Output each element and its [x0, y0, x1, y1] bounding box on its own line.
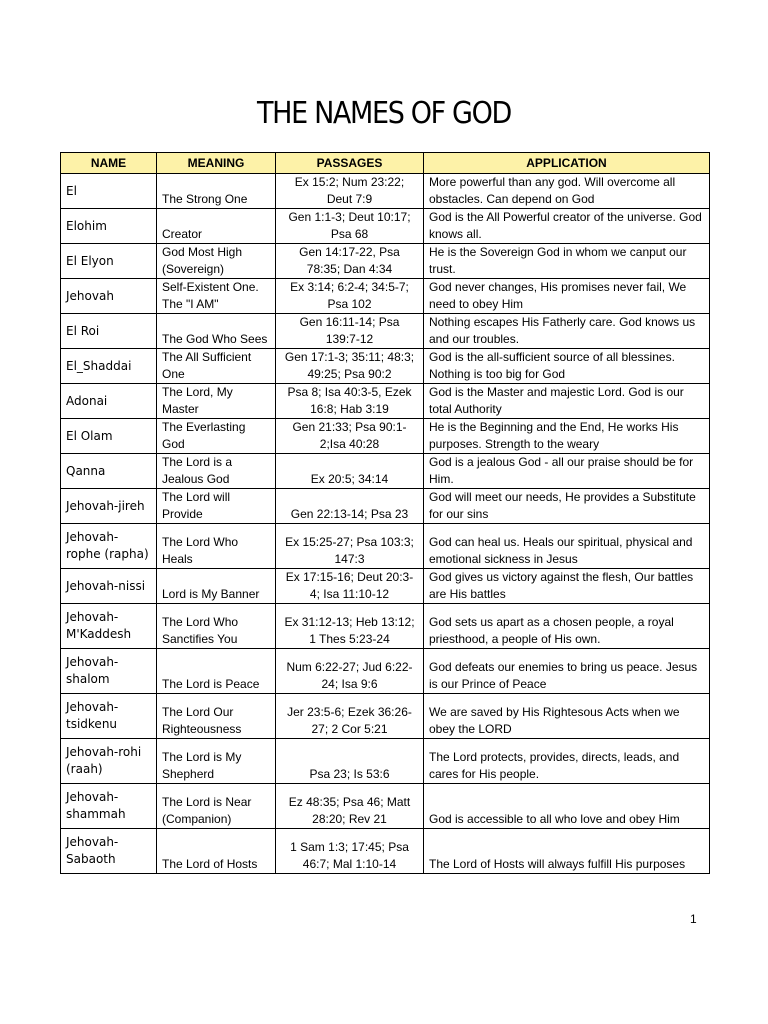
- meaning-cell: Creator: [157, 209, 276, 244]
- header-application: APPLICATION: [424, 153, 710, 174]
- application-cell: God is the All Powerful creator of the universe. God knows all.: [424, 209, 710, 244]
- passages-cell: 1 Sam 1:3; 17:45; Psa 46:7; Mal 1:10-14: [276, 829, 424, 874]
- name-cell: El Elyon: [61, 244, 157, 279]
- meaning-cell: The Lord Who Heals: [157, 524, 276, 569]
- passages-cell: Ex 15:25-27; Psa 103:3; 147:3: [276, 524, 424, 569]
- application-cell: He is the Sovereign God in whom we canput our trust.: [424, 244, 710, 279]
- application-cell: We are saved by His Rightesous Acts when we obey the LORD: [424, 694, 710, 739]
- name-cell: Jehovah-nissi: [61, 569, 157, 604]
- page-number: 1: [690, 912, 697, 926]
- name-cell: Jehovah-jireh: [61, 489, 157, 524]
- table-row: [61, 174, 710, 209]
- application-cell: He is the Beginning and the End, He works His purposes. Strength to the weary: [424, 419, 710, 454]
- meaning-cell: The Lord of Hosts: [157, 829, 276, 874]
- table-row: [61, 569, 710, 604]
- table-row: [61, 454, 710, 489]
- application-cell: God is accessible to all who love and obey Him: [424, 784, 710, 829]
- name-cell: Jehovah-rophe (rapha): [61, 524, 157, 569]
- name-cell: Jehovah-M'Kaddesh: [61, 604, 157, 649]
- table-row: [61, 694, 710, 739]
- passages-cell: Ex 3:14; 6:2-4; 34:5-7; Psa 102: [276, 279, 424, 314]
- meaning-cell: The Lord is Peace: [157, 649, 276, 694]
- application-cell: God never changes, His promises never fail, We need to obey Him: [424, 279, 710, 314]
- application-cell: The Lord of Hosts will always fulfill His purposes: [424, 829, 710, 874]
- header-passages: PASSAGES: [276, 153, 424, 174]
- table-row: [61, 829, 710, 874]
- application-cell: The Lord protects, provides, directs, leads, and cares for His people.: [424, 739, 710, 784]
- meaning-cell: The God Who Sees: [157, 314, 276, 349]
- meaning-cell: Lord is My Banner: [157, 569, 276, 604]
- header-meaning: MEANING: [157, 153, 276, 174]
- table-row: [61, 244, 710, 279]
- table-row: [61, 419, 710, 454]
- name-cell: Jehovah-tsidkenu: [61, 694, 157, 739]
- names-table: [60, 152, 710, 874]
- name-cell: Adonai: [61, 384, 157, 419]
- table-row: [61, 604, 710, 649]
- passages-cell: Psa 23; Is 53:6: [276, 739, 424, 784]
- table-row: [61, 784, 710, 829]
- passages-cell: Gen 16:11-14; Psa 139:7-12: [276, 314, 424, 349]
- table-row: [61, 649, 710, 694]
- passages-cell: Gen 17:1-3; 35:11; 48:3; 49:25; Psa 90:2: [276, 349, 424, 384]
- table-row: [61, 209, 710, 244]
- meaning-cell: The Lord is a Jealous God: [157, 454, 276, 489]
- name-cell: Qanna: [61, 454, 157, 489]
- meaning-cell: The Lord is My Shepherd: [157, 739, 276, 784]
- passages-cell: Gen 14:17-22, Psa 78:35; Dan 4:34: [276, 244, 424, 279]
- table-row: [61, 349, 710, 384]
- application-cell: More powerful than any god. Will overcome all obstacles. Can depend on God: [424, 174, 710, 209]
- meaning-cell: The Strong One: [157, 174, 276, 209]
- meaning-cell: The Everlasting God: [157, 419, 276, 454]
- passages-cell: Psa 8; Isa 40:3-5, Ezek 16:8; Hab 3:19: [276, 384, 424, 419]
- passages-cell: Ex 20:5; 34:14: [276, 454, 424, 489]
- application-cell: God is the all-sufficient source of all blessines. Nothing is too big for God: [424, 349, 710, 384]
- meaning-cell: The Lord, My Master: [157, 384, 276, 419]
- table-row: [61, 489, 710, 524]
- passages-cell: Gen 21:33; Psa 90:1-2;Isa 40:28: [276, 419, 424, 454]
- passages-cell: Gen 22:13-14; Psa 23: [276, 489, 424, 524]
- name-cell: Elohim: [61, 209, 157, 244]
- meaning-cell: The Lord will Provide: [157, 489, 276, 524]
- application-cell: God can heal us. Heals our spiritual, physical and emotional sickness in Jesus: [424, 524, 710, 569]
- passages-cell: Ex 31:12-13; Heb 13:12; 1 Thes 5:23-24: [276, 604, 424, 649]
- name-cell: Jehovah-rohi (raah): [61, 739, 157, 784]
- name-cell: El: [61, 174, 157, 209]
- passages-cell: Ex 17:15-16; Deut 20:3-4; Isa 11:10-12: [276, 569, 424, 604]
- table-row: [61, 279, 710, 314]
- name-cell: El Olam: [61, 419, 157, 454]
- meaning-cell: Self-Existent One. The "I AM": [157, 279, 276, 314]
- meaning-cell: The All Sufficient One: [157, 349, 276, 384]
- name-cell: Jehovah: [61, 279, 157, 314]
- table-row: [61, 524, 710, 569]
- application-cell: God defeats our enemies to bring us peace. Jesus is our Prince of Peace: [424, 649, 710, 694]
- application-cell: God gives us victory against the flesh, Our battles are His battles: [424, 569, 710, 604]
- name-cell: Jehovah-Sabaoth: [61, 829, 157, 874]
- header-name: NAME: [61, 153, 157, 174]
- table-row: [61, 384, 710, 419]
- passages-cell: Ez 48:35; Psa 46; Matt 28:20; Rev 21: [276, 784, 424, 829]
- passages-cell: Gen 1:1-3; Deut 10:17; Psa 68: [276, 209, 424, 244]
- table-row: [61, 739, 710, 784]
- name-cell: Jehovah-shammah: [61, 784, 157, 829]
- table-row: [61, 314, 710, 349]
- application-cell: God is a jealous God - all our praise should be for Him.: [424, 454, 710, 489]
- passages-cell: Num 6:22-27; Jud 6:22-24; Isa 9:6: [276, 649, 424, 694]
- passages-cell: Jer 23:5-6; Ezek 36:26-27; 2 Cor 5:21: [276, 694, 424, 739]
- application-cell: God sets us apart as a chosen people, a royal priesthood, a people of His own.: [424, 604, 710, 649]
- passages-cell: Ex 15:2; Num 23:22; Deut 7:9: [276, 174, 424, 209]
- meaning-cell: The Lord Who Sanctifies You: [157, 604, 276, 649]
- meaning-cell: God Most High (Sovereign): [157, 244, 276, 279]
- name-cell: El Roi: [61, 314, 157, 349]
- page-title: THE NAMES OF GOD: [257, 96, 511, 131]
- name-cell: El_Shaddai: [61, 349, 157, 384]
- meaning-cell: The Lord is Near (Companion): [157, 784, 276, 829]
- application-cell: Nothing escapes His Fatherly care. God knows us and our troubles.: [424, 314, 710, 349]
- table-header-row: [61, 153, 710, 174]
- name-cell: Jehovah-shalom: [61, 649, 157, 694]
- application-cell: God is the Master and majestic Lord. God is our total Authority: [424, 384, 710, 419]
- application-cell: God will meet our needs, He provides a Substitute for our sins: [424, 489, 710, 524]
- meaning-cell: The Lord Our Righteousness: [157, 694, 276, 739]
